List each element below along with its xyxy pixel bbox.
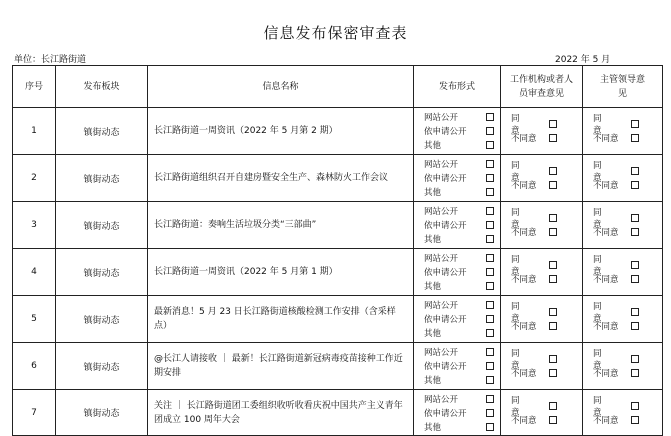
form-option: [424, 279, 496, 293]
row-review-opinion: [501, 343, 583, 390]
row-info-name: @长江人请接收 ｜ 最新！长江路街道新冠病毒疫苗接种工作近期安排: [148, 343, 414, 390]
form-option: [424, 373, 496, 387]
opinion-option: [511, 395, 582, 418]
opinion-option: [593, 272, 662, 286]
table-row: [13, 108, 663, 155]
form-option: [424, 124, 496, 138]
checkbox[interactable]: [486, 362, 494, 370]
opinion-label: 不同意: [511, 369, 537, 379]
opinion-option: [511, 302, 582, 324]
checkbox[interactable]: [631, 308, 639, 316]
checkbox[interactable]: [631, 416, 639, 424]
form-option: [424, 326, 496, 340]
checkbox[interactable]: [486, 221, 494, 229]
opinion-option: [593, 208, 662, 230]
form-option: [424, 359, 496, 373]
checkbox[interactable]: [549, 167, 557, 175]
opinion-option: [511, 225, 582, 239]
form-option: [424, 171, 496, 185]
row-review-opinion: [501, 249, 583, 296]
checkbox[interactable]: [486, 141, 494, 149]
table-row: [13, 296, 663, 343]
header-seq: 序号: [13, 66, 56, 108]
checkbox[interactable]: [631, 228, 639, 236]
review-table: [12, 65, 663, 436]
unit-label: 单位：长江路街道: [14, 55, 87, 65]
opinion-option: [511, 272, 582, 286]
form-option-label: 依申请公开: [424, 362, 467, 372]
opinion-option: [593, 114, 662, 136]
form-option-label: 其他: [424, 235, 442, 245]
opinion-option: [593, 161, 662, 183]
form-option-label: 网站公开: [424, 160, 459, 170]
opinion-label: 同意: [593, 208, 614, 230]
form-option: [424, 251, 496, 265]
row-number: 2: [13, 155, 56, 202]
row-info-name: 长江路街道组织召开自建房暨安全生产、森林防火工作会议: [148, 155, 414, 202]
row-number: 5: [13, 296, 56, 343]
row-info-name: 长江路街道：奏响生活垃圾分类“三部曲”: [148, 202, 414, 249]
row-number: 6: [13, 343, 56, 390]
opinion-label: 不同意: [511, 181, 537, 191]
row-form-options: [414, 390, 501, 436]
checkbox[interactable]: [549, 402, 557, 410]
checkbox[interactable]: [631, 275, 639, 283]
header-section: 发布板块: [56, 66, 148, 108]
row-form-options: [414, 108, 501, 155]
row-info-name: 长江路街道一周资讯（2022 年 5 月第 1 期）: [148, 249, 414, 296]
checkbox[interactable]: [631, 322, 639, 330]
opinion-option: [511, 413, 582, 427]
form-option: [424, 420, 496, 434]
row-number: 3: [13, 202, 56, 249]
opinion-option: [511, 178, 582, 192]
row-review-opinion: [501, 202, 583, 249]
checkbox[interactable]: [486, 113, 494, 121]
form-option: [424, 157, 496, 171]
checkbox[interactable]: [486, 254, 494, 262]
header-leader: 主管领导意见: [583, 66, 663, 108]
checkbox[interactable]: [486, 127, 494, 135]
checkbox[interactable]: [631, 369, 639, 377]
row-info-name: 长江路街道一周资讯（2022 年 5 月第 2 期）: [148, 108, 414, 155]
form-option: [424, 392, 496, 406]
row-section: 镇街动态: [56, 108, 148, 155]
opinion-label: 同意: [593, 395, 614, 418]
form-option-label: 网站公开: [424, 113, 459, 123]
checkbox[interactable]: [631, 261, 639, 269]
checkbox[interactable]: [486, 174, 494, 182]
checkbox[interactable]: [486, 207, 494, 215]
checkbox[interactable]: [486, 395, 494, 403]
form-option: [424, 265, 496, 279]
form-option-label: 其他: [424, 422, 442, 433]
header-review: 工作机构或者人员审查意见: [501, 66, 583, 108]
checkbox[interactable]: [549, 261, 557, 269]
checkbox[interactable]: [486, 409, 494, 417]
checkbox[interactable]: [486, 423, 494, 431]
table-row: [13, 390, 663, 436]
row-leader-opinion: [583, 390, 663, 436]
row-review-opinion: [501, 390, 583, 436]
opinion-label: 同意: [511, 114, 532, 136]
header-row: [13, 66, 663, 108]
opinion-option: [593, 255, 662, 277]
checkbox[interactable]: [549, 369, 557, 377]
row-leader-opinion: [583, 343, 663, 390]
table-row: [13, 155, 663, 202]
row-leader-opinion: [583, 249, 663, 296]
form-option-label: 其他: [424, 141, 442, 151]
checkbox[interactable]: [549, 275, 557, 283]
opinion-label: 同意: [511, 161, 532, 183]
opinion-label: 不同意: [593, 369, 619, 379]
checkbox[interactable]: [631, 355, 639, 363]
opinion-label: 同意: [511, 349, 532, 371]
checkbox[interactable]: [549, 134, 557, 142]
date-label: 2022 年 5 月: [555, 55, 611, 65]
form-option-label: 依申请公开: [424, 315, 467, 325]
table-row: [13, 202, 663, 249]
row-form-options: [414, 202, 501, 249]
row-form-options: [414, 249, 501, 296]
row-form-options: [414, 343, 501, 390]
row-section: 镇街动态: [56, 390, 148, 436]
checkbox[interactable]: [549, 308, 557, 316]
form-option-label: 依申请公开: [424, 408, 467, 419]
checkbox[interactable]: [631, 134, 639, 142]
form-option: [424, 218, 496, 232]
checkbox[interactable]: [486, 282, 494, 290]
opinion-option: [593, 302, 662, 324]
form-option-label: 网站公开: [424, 348, 459, 358]
row-review-opinion: [501, 108, 583, 155]
row-section: 镇街动态: [56, 249, 148, 296]
checkbox[interactable]: [549, 355, 557, 363]
opinion-label: 不同意: [511, 275, 537, 285]
checkbox[interactable]: [549, 416, 557, 424]
form-option-label: 其他: [424, 329, 442, 339]
form-option: [424, 345, 496, 359]
row-number: 1: [13, 108, 56, 155]
opinion-label: 同意: [593, 302, 614, 324]
form-option-label: 其他: [424, 188, 442, 198]
checkbox[interactable]: [549, 120, 557, 128]
form-option-label: 依申请公开: [424, 127, 467, 137]
table-row: [13, 343, 663, 390]
opinion-option: [511, 114, 582, 136]
checkbox[interactable]: [486, 348, 494, 356]
opinion-option: [511, 255, 582, 277]
form-option: [424, 204, 496, 218]
row-info-name: 最新消息！5 月 23 日长江路街道核酸检测工作安排（含采样点）: [148, 296, 414, 343]
row-review-opinion: [501, 155, 583, 202]
form-option-label: 依申请公开: [424, 268, 467, 278]
row-section: 镇街动态: [56, 343, 148, 390]
checkbox[interactable]: [631, 120, 639, 128]
row-section: 镇街动态: [56, 155, 148, 202]
checkbox[interactable]: [486, 235, 494, 243]
opinion-option: [593, 349, 662, 371]
opinion-label: 同意: [593, 255, 614, 277]
opinion-label: 同意: [511, 302, 532, 324]
form-option-label: 其他: [424, 376, 442, 386]
form-option-label: 依申请公开: [424, 174, 467, 184]
opinion-option: [511, 349, 582, 371]
checkbox[interactable]: [549, 228, 557, 236]
opinion-label: 不同意: [511, 228, 537, 238]
checkbox[interactable]: [486, 376, 494, 384]
opinion-option: [593, 225, 662, 239]
row-leader-opinion: [583, 155, 663, 202]
row-info-name: 关注 ｜ 长江路街道团工委组织收听收看庆祝中国共产主义青年团成立 100 周年大会: [148, 390, 414, 436]
opinion-label: 不同意: [593, 275, 619, 285]
checkbox[interactable]: [549, 214, 557, 222]
row-form-options: [414, 155, 501, 202]
opinion-option: [593, 413, 662, 427]
checkbox[interactable]: [486, 301, 494, 309]
opinion-option: [511, 208, 582, 230]
form-option-label: 网站公开: [424, 301, 459, 311]
checkbox[interactable]: [549, 181, 557, 189]
opinion-label: 同意: [593, 349, 614, 371]
form-option-label: 依申请公开: [424, 221, 467, 231]
form-option-label: 其他: [424, 282, 442, 292]
form-option: [424, 406, 496, 420]
checkbox[interactable]: [631, 181, 639, 189]
opinion-label: 不同意: [511, 134, 537, 144]
page-title: 信息发布保密审查表: [263, 24, 408, 42]
row-leader-opinion: [583, 202, 663, 249]
row-number: 4: [13, 249, 56, 296]
row-review-opinion: [501, 296, 583, 343]
form-option-label: 网站公开: [424, 254, 459, 264]
form-option: [424, 298, 496, 312]
checkbox[interactable]: [486, 315, 494, 323]
opinion-label: 不同意: [593, 228, 619, 238]
checkbox[interactable]: [486, 160, 494, 168]
checkbox[interactable]: [486, 188, 494, 196]
opinion-option: [511, 161, 582, 183]
opinion-label: 同意: [593, 161, 614, 183]
form-option-label: 网站公开: [424, 207, 459, 217]
opinion-label: 同意: [511, 255, 532, 277]
checkbox[interactable]: [486, 268, 494, 276]
opinion-option: [511, 131, 582, 145]
form-option: [424, 232, 496, 246]
checkbox[interactable]: [486, 329, 494, 337]
form-option: [424, 138, 496, 152]
form-option-label: 网站公开: [424, 394, 459, 405]
opinion-label: 不同意: [593, 322, 619, 332]
header-form: 发布形式: [414, 66, 501, 108]
opinion-label: 不同意: [511, 415, 537, 426]
checkbox[interactable]: [631, 214, 639, 222]
header-name: 信息名称: [148, 66, 414, 108]
row-leader-opinion: [583, 296, 663, 343]
row-leader-opinion: [583, 108, 663, 155]
opinion-label: 同意: [511, 395, 532, 418]
opinion-label: 不同意: [593, 415, 619, 426]
row-section: 镇街动态: [56, 202, 148, 249]
opinion-label: 不同意: [593, 134, 619, 144]
opinion-option: [593, 366, 662, 380]
row-section: 镇街动态: [56, 296, 148, 343]
opinion-option: [593, 319, 662, 333]
opinion-option: [593, 131, 662, 145]
opinion-option: [511, 366, 582, 380]
form-option: [424, 110, 496, 124]
row-form-options: [414, 296, 501, 343]
opinion-label: 不同意: [593, 181, 619, 191]
opinion-option: [593, 178, 662, 192]
checkbox[interactable]: [631, 167, 639, 175]
opinion-option: [511, 319, 582, 333]
opinion-label: 同意: [511, 208, 532, 230]
checkbox[interactable]: [631, 402, 639, 410]
table-row: [13, 249, 663, 296]
opinion-option: [593, 395, 662, 418]
opinion-label: 不同意: [511, 322, 537, 332]
checkbox[interactable]: [549, 322, 557, 330]
form-option: [424, 185, 496, 199]
row-number: 7: [13, 390, 56, 436]
opinion-label: 同意: [593, 114, 614, 136]
form-option: [424, 312, 496, 326]
